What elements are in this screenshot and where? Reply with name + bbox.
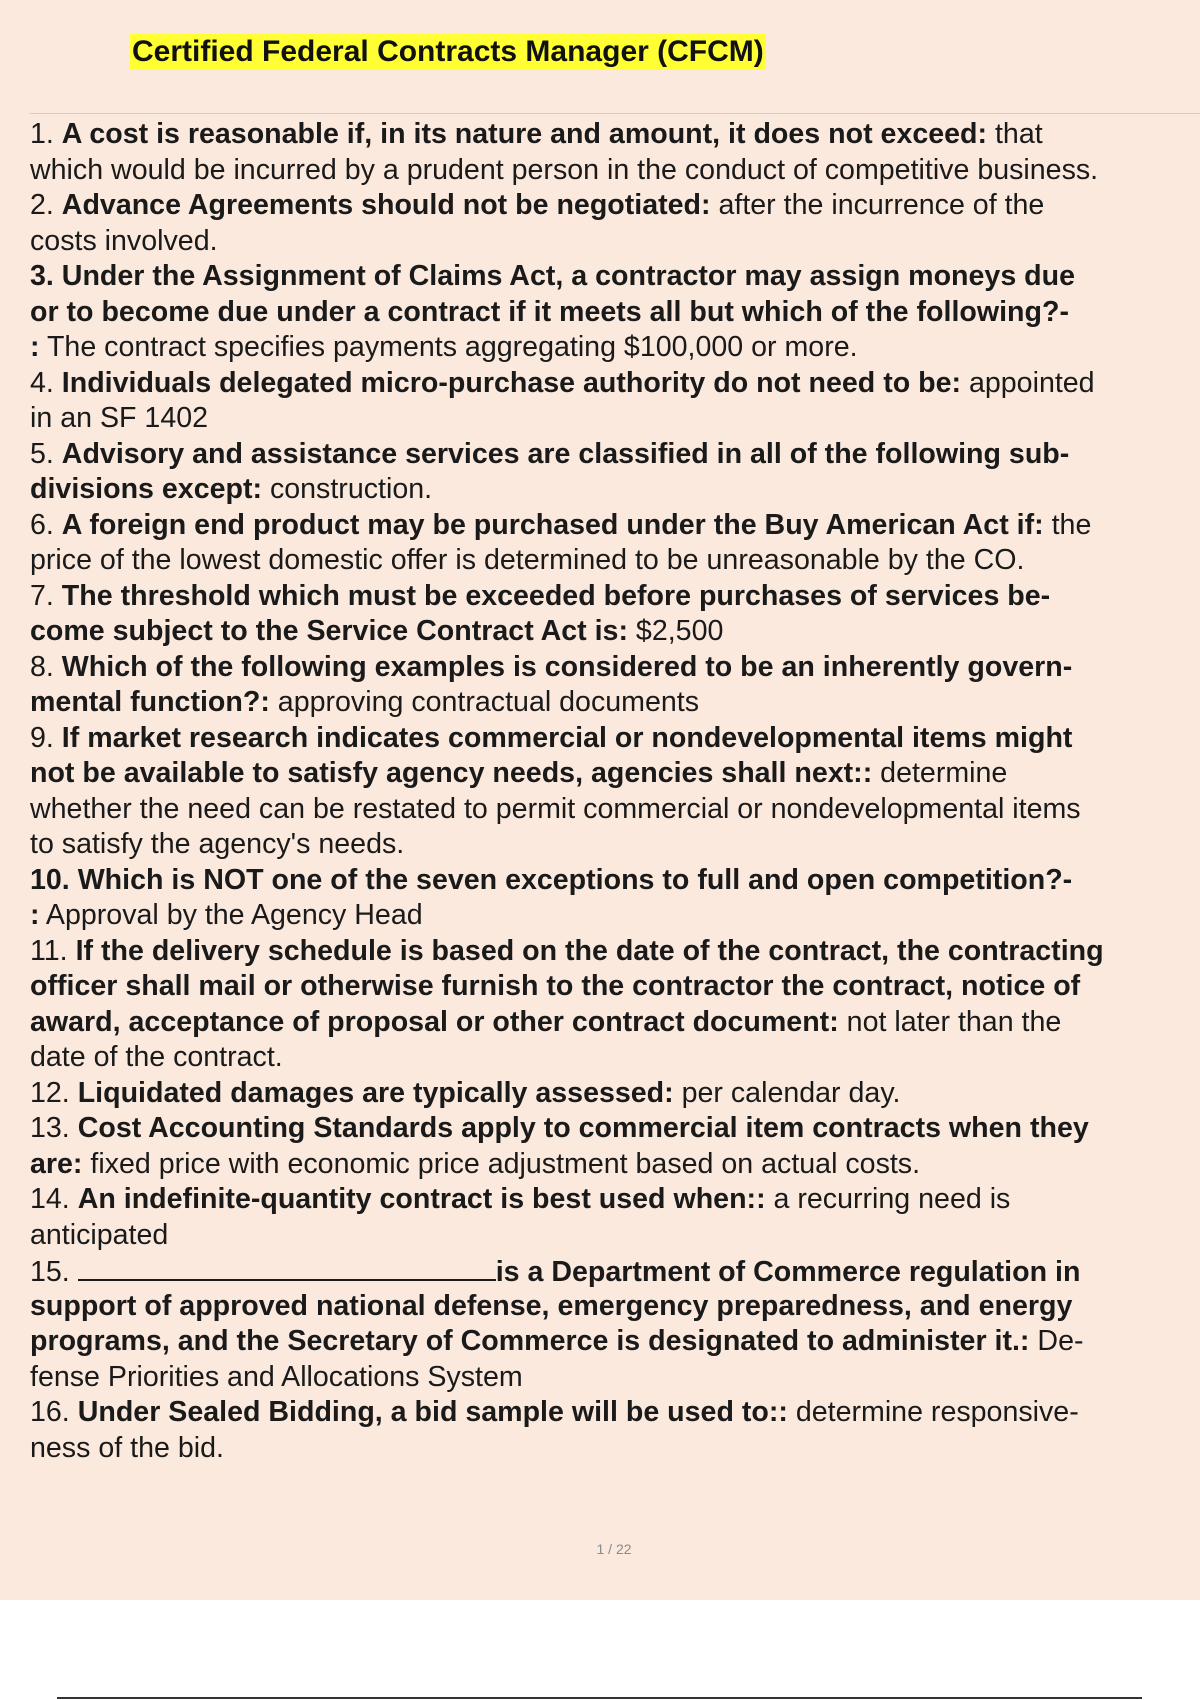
text-line (30, 1253, 1200, 1289)
question-text: An indefinite-quantity contract is best used when:: (77, 1183, 766, 1215)
text-line (30, 1182, 1200, 1218)
page-indicator: 1 / 22 (596, 1541, 632, 1557)
answer-text: after the incurrence of the (710, 189, 1045, 221)
text-line (30, 437, 1200, 473)
text-line (30, 969, 1200, 1005)
answer-text: 6. (30, 508, 62, 541)
answer-text: 7. (30, 579, 62, 612)
question-text: If market research indicates commercial or nondevelopmental items might (61, 721, 1073, 754)
answer-text: 11. (30, 934, 76, 967)
answer-text: fixed price with economic price adjustment based on actual costs. (82, 1147, 921, 1180)
text-line (30, 153, 1200, 189)
answer-text: anticipated (30, 1218, 169, 1251)
question-text: 10. Which is NOT one of the seven exceptions to full and open competition?- (30, 863, 1073, 896)
text-line (30, 259, 1200, 295)
title-divider (30, 113, 1200, 114)
question-text: mental function?: (30, 686, 270, 718)
answer-text: costs involved. (30, 224, 218, 257)
question-text: support of approved national defense, emergency preparedness, and energy (30, 1289, 1073, 1322)
text-line (30, 1395, 1200, 1431)
question-text: officer shall mail or otherwise furnish to the contractor the contract, notice of (30, 970, 1081, 1002)
text-line (30, 934, 1200, 970)
answer-text: that (987, 118, 1043, 150)
question-text: Advance Agreements should not be negotiated: (61, 189, 711, 221)
question-text: are: (30, 1147, 83, 1180)
text-line (30, 650, 1200, 686)
question-text: Advisory and assistance services are classified in all of the following sub- (61, 437, 1070, 470)
answer-text: the (1043, 508, 1092, 541)
text-line (30, 366, 1200, 402)
answer-text: whether the need can be restated to permit commercial or nondevelopmental items (30, 792, 1081, 825)
answer-text: per calendar day. (673, 1076, 901, 1109)
answer-text: 15. (30, 1256, 78, 1288)
fill-in-blank (78, 1253, 496, 1281)
text-line (30, 295, 1200, 331)
answer-text: not later than the (838, 1005, 1062, 1038)
question-text: If the delivery schedule is based on the date of the contract, the contracting (75, 934, 1104, 967)
question-text: : (30, 331, 40, 363)
question-text: divisions except: (30, 473, 263, 505)
text-line (30, 508, 1200, 544)
question-text: not be available to satisfy agency needs, agencies shall next:: (30, 757, 873, 789)
answer-text: date of the contract. (30, 1041, 283, 1073)
question-text: or to become due under a contract if it meets all but which of the following?- (30, 295, 1069, 328)
question-text: A foreign end product may be purchased under the Buy American Act if: (61, 508, 1044, 541)
text-line (30, 1076, 1200, 1112)
text-line (30, 472, 1200, 508)
answer-text: $2,500 (627, 615, 724, 647)
text-line (30, 1431, 1200, 1467)
text-line (30, 188, 1200, 224)
answer-text: to satisfy the agency's needs. (30, 828, 405, 860)
answer-text: 12. (30, 1076, 78, 1109)
answer-text: De- (1029, 1325, 1084, 1357)
question-text: is a Department of Commerce regulation in (495, 1256, 1081, 1288)
answer-text: determine (872, 757, 1008, 789)
text-line (30, 827, 1200, 863)
text-line (30, 330, 1200, 366)
answer-text: 16. (30, 1396, 78, 1428)
answer-text: 4. (30, 366, 62, 399)
answer-text: fense Priorities and Allocations System (30, 1360, 523, 1393)
text-line (30, 1324, 1200, 1360)
answer-text: 1. (30, 118, 62, 150)
answer-text: 13. (30, 1112, 78, 1144)
text-line (30, 863, 1200, 899)
question-text: award, acceptance of proposal or other contract document: (30, 1005, 839, 1038)
text-line (30, 898, 1200, 934)
answer-text: determine responsive- (787, 1396, 1079, 1428)
text-line (30, 1147, 1200, 1183)
text-line (30, 792, 1200, 828)
answer-text: price of the lowest domestic offer is determined to be unreasonable by the CO. (30, 544, 1025, 576)
next-page-top-rule (57, 1697, 1142, 1699)
text-line (30, 721, 1200, 757)
text-line (30, 401, 1200, 437)
text-line (30, 1289, 1200, 1325)
text-line (30, 685, 1200, 721)
text-line (30, 224, 1200, 260)
text-line (30, 117, 1200, 153)
answer-text: in an SF 1402 (30, 402, 209, 434)
answer-text: ness of the bid. (30, 1431, 224, 1464)
answer-text: a recurring need is (765, 1183, 1011, 1215)
answer-text: Approval by the Agency Head (39, 899, 423, 931)
question-text: A cost is reasonable if, in its nature and amount, it does not exceed: (61, 118, 988, 150)
text-line (30, 1040, 1200, 1076)
text-line (30, 543, 1200, 579)
question-text: Cost Accounting Standards apply to commercial item contracts when they (77, 1112, 1089, 1144)
text-line (30, 1005, 1200, 1041)
question-answer-list (30, 117, 1200, 1466)
question-text: Liquidated damages are typically assessed: (77, 1076, 674, 1109)
text-line (30, 1111, 1200, 1147)
question-text: Under Sealed Bidding, a bid sample will be used to:: (77, 1396, 788, 1428)
answer-text: which would be incurred by a prudent person in the conduct of competitive business. (30, 153, 1099, 186)
question-text: Individuals delegated micro-purchase authority do not need to be: (61, 366, 962, 399)
text-line (30, 614, 1200, 650)
text-line (30, 579, 1200, 615)
answer-text: approving contractual documents (269, 686, 700, 718)
question-text: : (30, 899, 40, 931)
answer-text: 14. (30, 1183, 78, 1215)
question-text: programs, and the Secretary of Commerce is designated to administer it.: (30, 1325, 1030, 1357)
answer-text: construction. (262, 473, 433, 505)
title-wrap (130, 34, 766, 70)
question-text: 3. Under the Assignment of Claims Act, a contractor may assign moneys due (30, 260, 1075, 292)
document-title: Certified Federal Contracts Manager (CFCM) (132, 35, 764, 68)
answer-text: 5. (30, 437, 62, 470)
answer-text: The contract specifies payments aggregating $100,000 or more. (39, 331, 858, 363)
answer-text: 8. (30, 650, 62, 683)
answer-text: 9. (30, 721, 62, 754)
question-text: The threshold which must be exceeded before purchases of services be- (61, 579, 1051, 612)
answer-text: 2. (30, 189, 62, 221)
text-line (30, 1360, 1200, 1396)
question-text: come subject to the Service Contract Act is: (30, 615, 628, 647)
text-line (30, 756, 1200, 792)
question-text: Which of the following examples is considered to be an inherently govern- (61, 650, 1073, 683)
answer-text: appointed (961, 366, 1095, 399)
text-line (30, 1218, 1200, 1254)
